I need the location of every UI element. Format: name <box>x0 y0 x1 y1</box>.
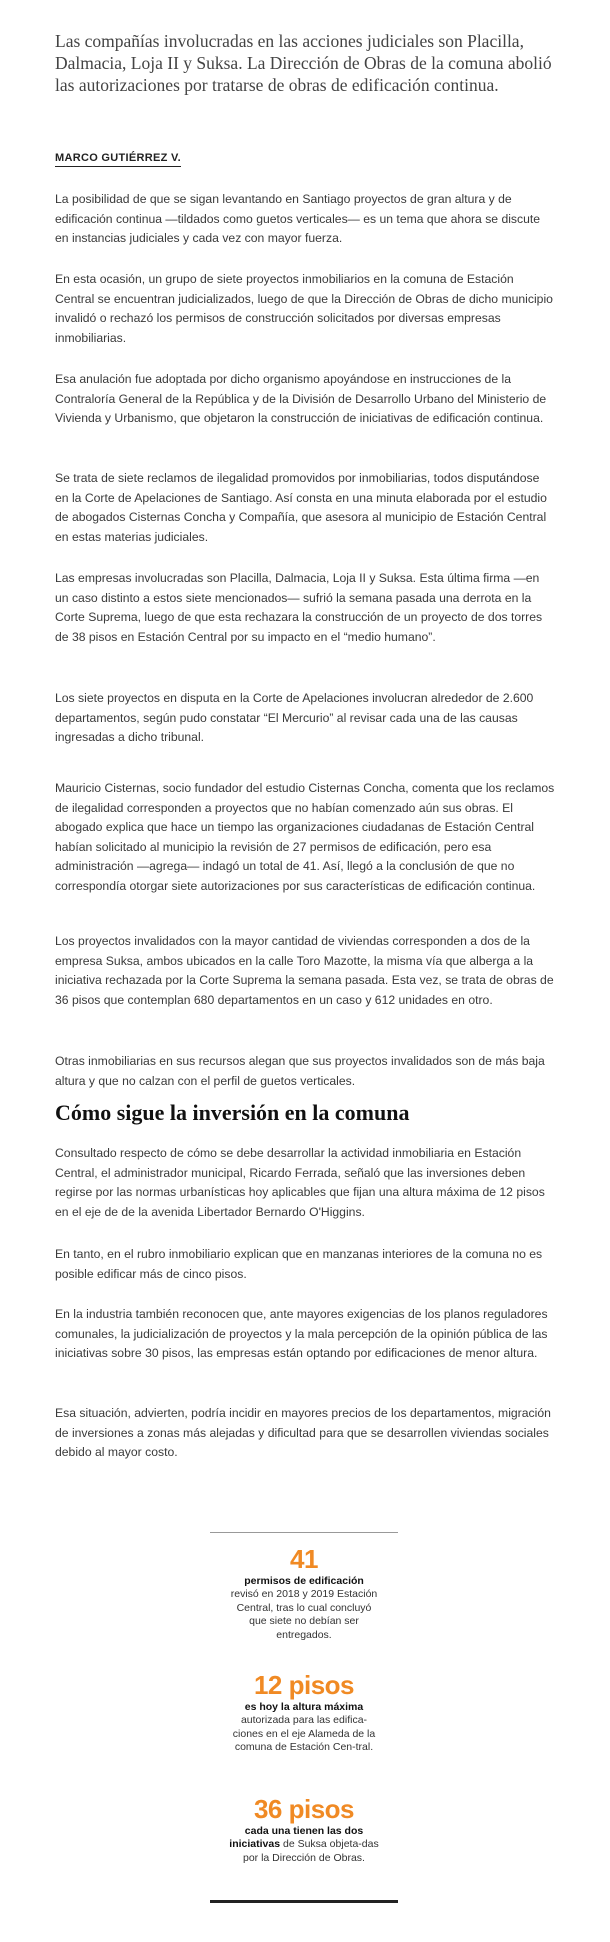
article-lead: Las compañías involucradas en las acciones judiciales son Placilla, Dalmacia, Loja II y Suksa. La Dirección de Obras de la comuna abolió las autorizaciones por tratarse de obras de edificación continua. <box>55 31 552 95</box>
fact-number: 12 pisos <box>253 1670 355 1700</box>
article-paragraph: En esta ocasión, un grupo de siete proyectos inmobiliarios en la comuna de Estación Central se encuentran judicializados, luego de que la Dirección de Obras de dicho municipio invalidó o rechazó los permisos de construcción solicitados por diversas empresas inmobiliarias. <box>55 272 553 345</box>
fact-item <box>210 1795 398 1865</box>
article-paragraph: Otras inmobiliarias en sus recursos alegan que sus proyectos invalidados son de más baja altura y que no calzan con el perfil de guetos verticales. <box>55 1054 545 1088</box>
article-paragraph: Esa anulación fue adoptada por dicho organismo apoyándose en instrucciones de la Contraloría General de la República y de la División de Desarrollo Urbano del Ministerio de Vivienda y Urbanismo, que objetaron la construcción de iniciativas de edificación continua. <box>55 372 547 426</box>
fact-bold-text: cada una tienen las dos iniciativas <box>229 1825 364 1851</box>
fact-item <box>210 1671 398 1755</box>
article-paragraph: En la industria también reconocen que, ante mayores exigencias de los planos reguladores comunales, la judicialización de proyectos y la mala percepción de la opinión pública de las iniciativas sobre 30 pisos, las empresas están optando por edificaciones de menor altura. <box>55 1307 548 1361</box>
article-paragraph: En tanto, en el rubro inmobiliario explican que en manzanas interiores de la comuna no es posible edificar más de cinco pisos. <box>55 1247 543 1281</box>
article-byline: MARCO GUTIÉRREZ V. <box>55 152 181 167</box>
fact-rest-text: autorizada para las edifica-ciones en el eje Alameda de la comuna de Estación Cen-tral. <box>232 1714 376 1754</box>
article-paragraph: Los siete proyectos en disputa en la Corte de Apelaciones involucran alrededor de 2.600 departamentos, según pudo constatar “El Mercurio” al revisar cada una de las causas ingresadas a dicho tribunal. <box>55 691 534 745</box>
fact-rest-text: de Suksa objeta-das por la Dirección de Obras. <box>243 1838 379 1864</box>
article-paragraph: Se trata de siete reclamos de ilegalidad promovidos por inmobiliarias, todos disputándose en la Corte de Apelaciones de Santiago. Así consta en una minuta elaborada por el estudio de abogados Cisternas Concha y Compañía, que asesora al municipio de Estación Central en estas materias judiciales. <box>55 471 547 544</box>
fact-rest-text: revisó en 2018 y 2019 Estación Central, tras lo cual concluyó que siete no debían ser entregados. <box>230 1588 378 1641</box>
fact-bold-text: permisos de edificación <box>244 1575 364 1587</box>
article-paragraph: Las empresas involucradas son Placilla, Dalmacia, Loja II y Suksa. Esta última firma —en un caso distinto a estos siete mencionados— sufrió la semana pasada una derrota en la Corte Suprema, luego de que esta rechazara la construcción de un proyecto de dos torres de 38 pisos en Estación Central por su impacto en el “medio humano”. <box>55 571 543 644</box>
article-paragraph: Esa situación, advierten, podría incidir en mayores precios de los departamentos, migración de inversiones a zonas más alejadas y dificultad para que se desarrollen viviendas sociales debido al mayor costo. <box>55 1406 551 1460</box>
fact-item <box>210 1545 398 1642</box>
section-subheading: Cómo sigue la inversión en la comuna <box>55 1100 410 1125</box>
fact-number: 36 pisos <box>253 1794 355 1824</box>
article-paragraph: Los proyectos invalidados con la mayor cantidad de viviendas corresponden a dos de la empresa Suksa, ambos ubicados en la calle Toro Mazotte, la misma vía que alberga a la iniciativa rechazada por la Corte Suprema la semana pasada. Esta vez, se trata de obras de 36 pisos que contemplan 680 departamentos en un caso y 612 unidades en otro. <box>55 934 554 1007</box>
article-paragraph: La posibilidad de que se sigan levantando en Santiago proyectos de gran altura y de edificación continua —tildados como guetos verticales— es un tema que ahora se discute en instancias judiciales y cada vez con mayor fuerza. <box>55 192 541 246</box>
factbox <box>210 1532 398 1903</box>
fact-bold-text: es hoy la altura máxima <box>244 1701 364 1713</box>
fact-description <box>229 1701 379 1755</box>
article-paragraph: Consultado respecto de cómo se debe desarrollar la actividad inmobiliaria en Estación Central, el administrador municipal, Ricardo Ferrada, señaló que las inversiones deben regirse por las normas urbanísticas hoy aplicables que fijan una altura máxima de 12 pisos en el eje de de la avenida Libertador Bernardo O'Higgins. <box>55 1146 545 1219</box>
fact-description <box>229 1575 379 1642</box>
article-paragraph: Mauricio Cisternas, socio fundador del estudio Cisternas Concha, comenta que los reclamos de ilegalidad corresponden a proyectos que no habían comenzado aún sus obras. El abogado explica que hace un tiempo las organizaciones ciudadanas de Estación Central habían solicitado al municipio la revisión de 27 permisos de edificación, pero esa administración —agrega— indagó un total de 41. Así, llegó a la conclusión de que no correspondía otorgar siete autorizaciones por sus características de edificación continua. <box>55 781 555 893</box>
fact-description <box>229 1825 379 1865</box>
fact-number: 41 <box>290 1544 318 1574</box>
